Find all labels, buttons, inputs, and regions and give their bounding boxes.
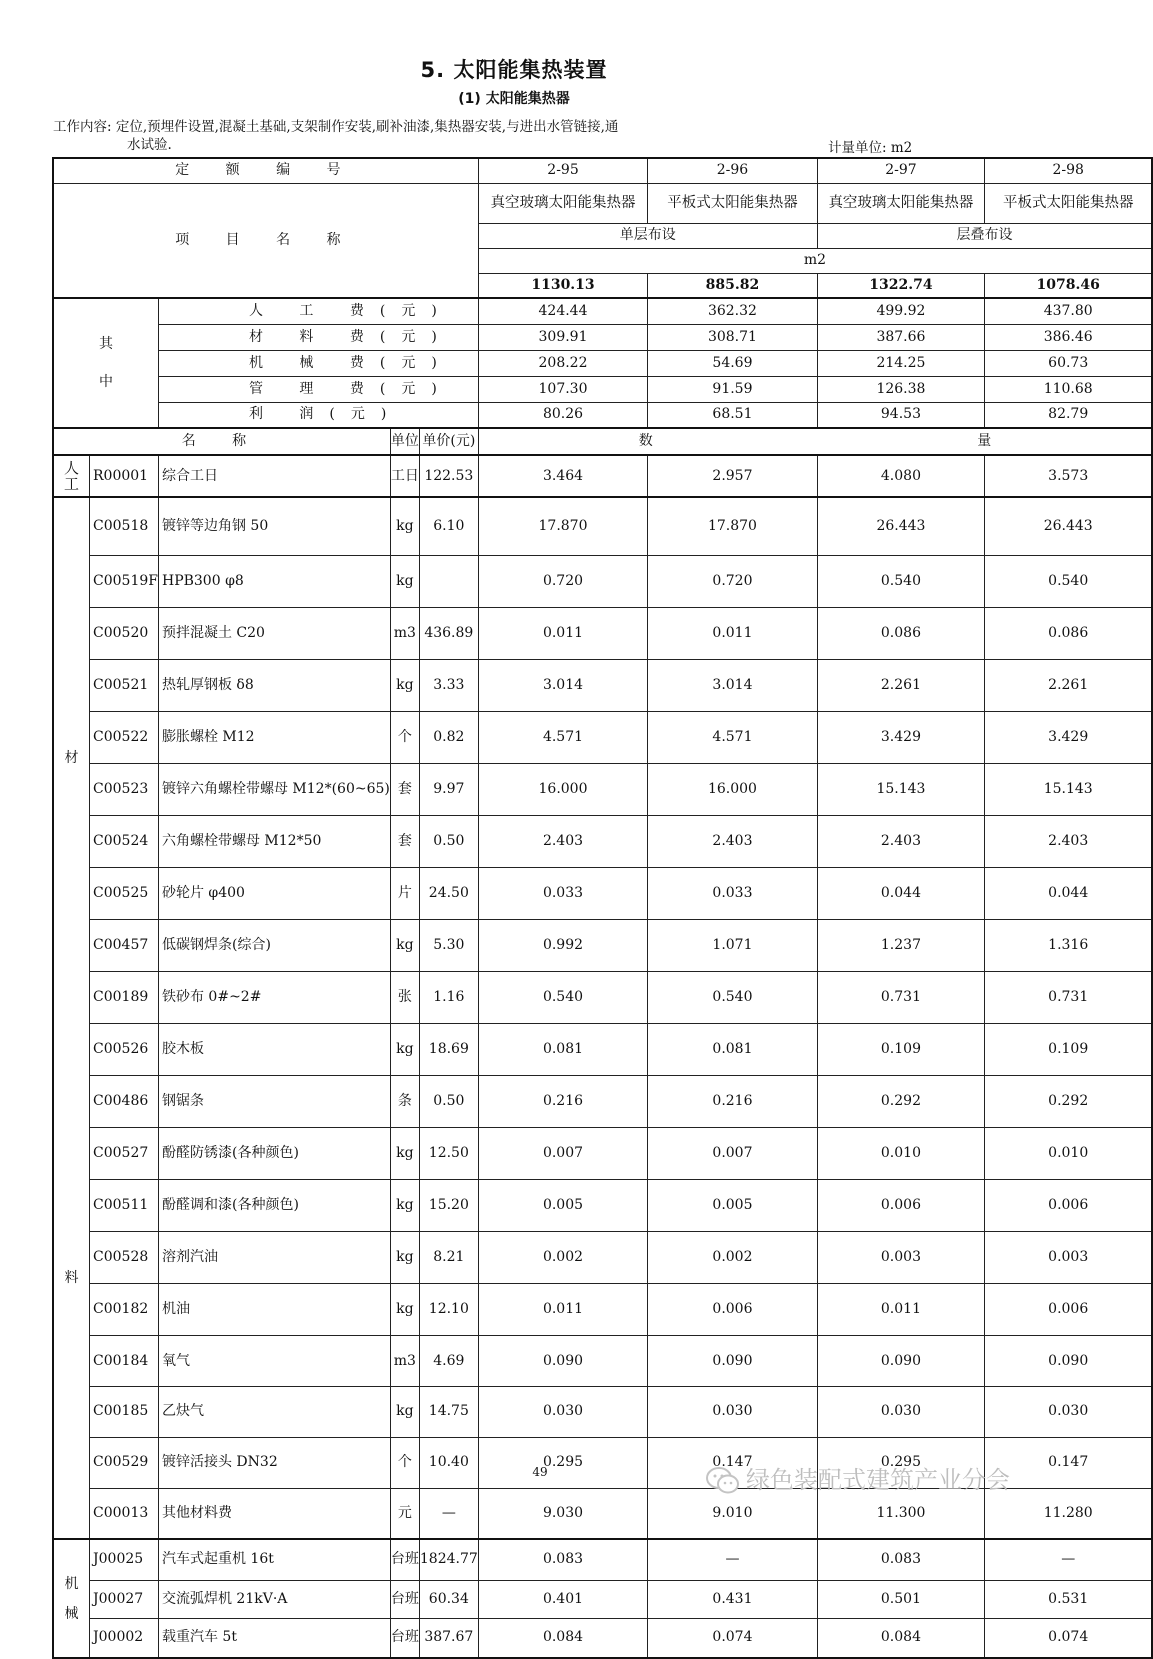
resource-name: 机油 bbox=[158, 1284, 390, 1336]
resource-name: 酚醛防锈漆(各种颜色) bbox=[158, 1128, 390, 1180]
resource-code: C00511 bbox=[90, 1180, 159, 1232]
cost-value: 386.46 bbox=[985, 324, 1153, 350]
resource-qty: 3.014 bbox=[648, 659, 817, 711]
quota-code: 2-97 bbox=[817, 158, 985, 183]
cost-value: 54.69 bbox=[648, 350, 817, 376]
resource-price: 18.69 bbox=[419, 1024, 478, 1076]
resource-code: C00185 bbox=[90, 1387, 159, 1438]
cost-value: 91.59 bbox=[648, 376, 817, 402]
resource-name: 热轧厚钢板 δ8 bbox=[158, 659, 390, 711]
table-row bbox=[53, 1618, 1152, 1658]
resource-unit: kg bbox=[390, 1387, 419, 1438]
resource-qty: 3.464 bbox=[478, 455, 647, 497]
resource-code: C00189 bbox=[90, 972, 159, 1024]
resource-name: 胶木板 bbox=[158, 1024, 390, 1076]
resource-qty: 16.000 bbox=[648, 764, 817, 816]
resource-qty: 9.030 bbox=[478, 1488, 647, 1539]
resource-qty: 0.011 bbox=[648, 607, 817, 659]
table-row bbox=[53, 816, 1152, 868]
resource-qty: 3.014 bbox=[478, 659, 647, 711]
resource-price: 1824.77 bbox=[419, 1539, 478, 1580]
cost-value: 362.32 bbox=[648, 298, 817, 324]
resource-qty: 0.083 bbox=[817, 1539, 985, 1580]
cost-value: 437.80 bbox=[985, 298, 1153, 324]
watermark bbox=[706, 1460, 1010, 1495]
base-price: 1130.13 bbox=[478, 273, 647, 298]
resource-qty: 0.007 bbox=[478, 1128, 647, 1180]
resource-name: 交流弧焊机 21kV·A bbox=[158, 1580, 390, 1618]
resource-name: 膨胀螺栓 M12 bbox=[158, 711, 390, 763]
col-name: 名 称 bbox=[53, 428, 390, 455]
resource-price: 12.10 bbox=[419, 1284, 478, 1336]
resource-name: 载重汽车 5t bbox=[158, 1618, 390, 1658]
resource-code: C00523 bbox=[90, 764, 159, 816]
resource-unit: kg bbox=[390, 659, 419, 711]
resource-qty: 0.010 bbox=[817, 1128, 985, 1180]
resource-qty: 0.030 bbox=[817, 1387, 985, 1438]
resource-qty: 0.531 bbox=[985, 1580, 1153, 1618]
resource-price: 0.82 bbox=[419, 711, 478, 763]
table-row bbox=[53, 920, 1152, 972]
resource-qty: 0.011 bbox=[478, 1284, 647, 1336]
cost-label: 利 润(元) bbox=[158, 402, 478, 428]
resource-price: 14.75 bbox=[419, 1387, 478, 1438]
resource-name: 六角螺栓带螺母 M12*50 bbox=[158, 816, 390, 868]
resource-unit: m3 bbox=[390, 607, 419, 659]
resource-qty: — bbox=[648, 1539, 817, 1580]
table-row bbox=[53, 1128, 1152, 1180]
resource-unit: kg bbox=[390, 1180, 419, 1232]
cost-value: 309.91 bbox=[478, 324, 647, 350]
wechat-icon bbox=[706, 1467, 740, 1495]
cost-value: 68.51 bbox=[648, 402, 817, 428]
resource-qty: 0.083 bbox=[478, 1539, 647, 1580]
resource-qty: 1.237 bbox=[817, 920, 985, 972]
resource-code: J00025 bbox=[90, 1539, 159, 1580]
resource-code: C00486 bbox=[90, 1076, 159, 1128]
resource-qty: 3.429 bbox=[817, 711, 985, 763]
table-row bbox=[53, 1387, 1152, 1438]
resource-qty: 0.540 bbox=[478, 972, 647, 1024]
watermark-text: 绿色装配式建筑产业分会 bbox=[746, 1466, 1010, 1494]
resource-qty: 0.007 bbox=[648, 1128, 817, 1180]
resource-name: 预拌混凝土 C20 bbox=[158, 607, 390, 659]
resource-qty: 0.090 bbox=[478, 1336, 647, 1387]
col-unit: 单位 bbox=[390, 428, 419, 455]
resource-qty: 26.443 bbox=[985, 497, 1153, 555]
resource-qty: 0.540 bbox=[985, 555, 1153, 607]
resource-name: 镀锌活接头 DN32 bbox=[158, 1437, 390, 1488]
resource-unit: 工日 bbox=[390, 455, 419, 497]
cost-group-char: 中 bbox=[98, 374, 113, 390]
material-label-char: 料 bbox=[64, 1270, 79, 1286]
resource-qty: 4.571 bbox=[648, 711, 817, 763]
cost-value: 126.38 bbox=[817, 376, 985, 402]
material-label bbox=[53, 497, 90, 1539]
resource-code: C00529 bbox=[90, 1437, 159, 1488]
resource-qty: 15.143 bbox=[817, 764, 985, 816]
resource-qty: 0.720 bbox=[478, 555, 647, 607]
resource-qty: 0.011 bbox=[478, 607, 647, 659]
resource-qty: 4.080 bbox=[817, 455, 985, 497]
resource-qty: 0.090 bbox=[817, 1336, 985, 1387]
resource-name: 酚醛调和漆(各种颜色) bbox=[158, 1180, 390, 1232]
material-label-char: 材 bbox=[64, 750, 79, 766]
resource-price: 12.50 bbox=[419, 1128, 478, 1180]
cost-value: 208.22 bbox=[478, 350, 647, 376]
resource-qty: 0.431 bbox=[648, 1580, 817, 1618]
resource-qty: 11.280 bbox=[985, 1488, 1153, 1539]
resource-qty: 0.081 bbox=[478, 1024, 647, 1076]
resource-qty: 0.401 bbox=[478, 1580, 647, 1618]
cost-value: 60.73 bbox=[985, 350, 1153, 376]
item-name: 真空玻璃太阳能集热器 bbox=[817, 183, 985, 223]
resource-qty: 9.010 bbox=[648, 1488, 817, 1539]
machine-label-char: 械 bbox=[64, 1605, 79, 1622]
table-row bbox=[53, 607, 1152, 659]
resource-code: C00524 bbox=[90, 816, 159, 868]
resource-price: 387.67 bbox=[419, 1618, 478, 1658]
resource-unit: m3 bbox=[390, 1336, 419, 1387]
resource-unit: 台班 bbox=[390, 1539, 419, 1580]
resource-qty: 0.044 bbox=[817, 868, 985, 920]
resource-price: — bbox=[419, 1488, 478, 1539]
cost-label: 人 工 费(元) bbox=[158, 298, 478, 324]
resource-qty: 3.429 bbox=[985, 711, 1153, 763]
cost-value: 499.92 bbox=[817, 298, 985, 324]
resource-price: 4.69 bbox=[419, 1336, 478, 1387]
resource-qty: 0.086 bbox=[817, 607, 985, 659]
cost-value: 387.66 bbox=[817, 324, 985, 350]
resource-qty: 0.147 bbox=[985, 1437, 1153, 1488]
table-row bbox=[53, 1024, 1152, 1076]
resource-qty: 0.295 bbox=[478, 1437, 647, 1488]
table-row bbox=[53, 1580, 1152, 1618]
work-content bbox=[53, 118, 773, 154]
resource-code: C00518 bbox=[90, 497, 159, 555]
resource-qty: 0.006 bbox=[648, 1284, 817, 1336]
cost-value: 82.79 bbox=[985, 402, 1153, 428]
base-price: 1322.74 bbox=[817, 273, 985, 298]
resource-qty: 15.143 bbox=[985, 764, 1153, 816]
table-row bbox=[53, 1284, 1152, 1336]
table-row bbox=[53, 1539, 1152, 1580]
resource-qty: 0.006 bbox=[985, 1180, 1153, 1232]
cost-value: 80.26 bbox=[478, 402, 647, 428]
resource-code: C00013 bbox=[90, 1488, 159, 1539]
quota-code: 2-95 bbox=[478, 158, 647, 183]
resource-unit: 台班 bbox=[390, 1618, 419, 1658]
cost-group-label bbox=[53, 298, 158, 428]
resource-qty: 16.000 bbox=[478, 764, 647, 816]
resource-qty: 11.300 bbox=[817, 1488, 985, 1539]
resource-name: 汽车式起重机 16t bbox=[158, 1539, 390, 1580]
resource-qty: 0.216 bbox=[478, 1076, 647, 1128]
resource-unit: kg bbox=[390, 1128, 419, 1180]
layout-stacked: 层叠布设 bbox=[817, 223, 1152, 248]
resource-name: 铁砂布 0#~2# bbox=[158, 972, 390, 1024]
resource-qty: 0.003 bbox=[985, 1232, 1153, 1284]
resource-qty: 0.044 bbox=[985, 868, 1153, 920]
resource-price: 8.21 bbox=[419, 1232, 478, 1284]
col-qty: 数 量 bbox=[478, 428, 1152, 455]
resource-qty: 0.011 bbox=[817, 1284, 985, 1336]
cost-value: 110.68 bbox=[985, 376, 1153, 402]
resource-price: 6.10 bbox=[419, 497, 478, 555]
resource-unit: kg bbox=[390, 555, 419, 607]
resource-name: 乙炔气 bbox=[158, 1387, 390, 1438]
resource-code: C00527 bbox=[90, 1128, 159, 1180]
resource-unit: 套 bbox=[390, 816, 419, 868]
table-row bbox=[53, 1336, 1152, 1387]
resource-qty: 0.295 bbox=[817, 1437, 985, 1488]
resource-qty: 0.033 bbox=[648, 868, 817, 920]
item-name: 平板式太阳能集热器 bbox=[985, 183, 1153, 223]
resource-qty: 0.002 bbox=[648, 1232, 817, 1284]
resource-qty: 0.030 bbox=[648, 1387, 817, 1438]
resource-price bbox=[419, 555, 478, 607]
resource-code: J00027 bbox=[90, 1580, 159, 1618]
quota-code: 2-98 bbox=[985, 158, 1153, 183]
resource-unit: 条 bbox=[390, 1076, 419, 1128]
resource-name: 综合工日 bbox=[158, 455, 390, 497]
resource-name: 氧气 bbox=[158, 1336, 390, 1387]
resource-qty: 0.147 bbox=[648, 1437, 817, 1488]
resource-name: 低碳钢焊条(综合) bbox=[158, 920, 390, 972]
resource-name: 镀锌六角螺栓带螺母 M12*(60~65) bbox=[158, 764, 390, 816]
base-price: 885.82 bbox=[648, 273, 817, 298]
col-price: 单价(元) bbox=[419, 428, 478, 455]
resource-qty: — bbox=[985, 1539, 1153, 1580]
resource-qty: 0.081 bbox=[648, 1024, 817, 1076]
resource-code: C00182 bbox=[90, 1284, 159, 1336]
work-content-line1: 工作内容: 定位,预埋件设置,混凝土基础,支架制作安装,刷补油漆,集热器安装,与进出水管链接,通 bbox=[53, 119, 619, 135]
table-row bbox=[53, 350, 1152, 376]
resource-price: 436.89 bbox=[419, 607, 478, 659]
resource-code: C00521 bbox=[90, 659, 159, 711]
resource-qty: 0.109 bbox=[817, 1024, 985, 1076]
resource-qty: 0.086 bbox=[985, 607, 1153, 659]
resource-qty: 0.540 bbox=[648, 972, 817, 1024]
resource-qty: 0.731 bbox=[817, 972, 985, 1024]
resource-qty: 2.403 bbox=[817, 816, 985, 868]
cost-label: 机 械 费(元) bbox=[158, 350, 478, 376]
table-row bbox=[53, 764, 1152, 816]
table-row bbox=[53, 324, 1152, 350]
measure-unit: 计量单位: m2 bbox=[828, 140, 913, 156]
resource-qty: 1.071 bbox=[648, 920, 817, 972]
resource-code: J00002 bbox=[90, 1618, 159, 1658]
resource-qty: 0.074 bbox=[985, 1618, 1153, 1658]
resource-unit: kg bbox=[390, 497, 419, 555]
resource-unit: 套 bbox=[390, 764, 419, 816]
resource-code: C00519F bbox=[90, 555, 159, 607]
resource-code: C00520 bbox=[90, 607, 159, 659]
table-row bbox=[53, 158, 1152, 183]
cost-label: 管 理 费(元) bbox=[158, 376, 478, 402]
resource-unit: kg bbox=[390, 1024, 419, 1076]
resource-qty: 17.870 bbox=[648, 497, 817, 555]
resource-qty: 1.316 bbox=[985, 920, 1153, 972]
cost-value: 94.53 bbox=[817, 402, 985, 428]
resource-qty: 0.005 bbox=[478, 1180, 647, 1232]
table-row bbox=[53, 711, 1152, 763]
resource-code: R00001 bbox=[90, 455, 159, 497]
resource-price: 60.34 bbox=[419, 1580, 478, 1618]
cost-group-char: 其 bbox=[98, 336, 113, 352]
resource-qty: 0.720 bbox=[648, 555, 817, 607]
table-row bbox=[53, 376, 1152, 402]
resource-qty: 17.870 bbox=[478, 497, 647, 555]
resource-qty: 0.731 bbox=[985, 972, 1153, 1024]
resource-qty: 0.003 bbox=[817, 1232, 985, 1284]
item-name: 平板式太阳能集热器 bbox=[648, 183, 817, 223]
resource-qty: 2.261 bbox=[985, 659, 1153, 711]
resource-name: 其他材料费 bbox=[158, 1488, 390, 1539]
table-row bbox=[53, 1232, 1152, 1284]
resource-qty: 0.002 bbox=[478, 1232, 647, 1284]
resource-qty: 0.540 bbox=[817, 555, 985, 607]
table-row bbox=[53, 1180, 1152, 1232]
machine-label-char: 机 bbox=[64, 1575, 79, 1592]
table-row bbox=[53, 402, 1152, 428]
cost-label: 材 料 费(元) bbox=[158, 324, 478, 350]
resource-unit: 片 bbox=[390, 868, 419, 920]
resource-qty: 26.443 bbox=[817, 497, 985, 555]
resource-qty: 0.292 bbox=[985, 1076, 1153, 1128]
cost-value: 308.71 bbox=[648, 324, 817, 350]
table-row bbox=[53, 868, 1152, 920]
cost-value: 214.25 bbox=[817, 350, 985, 376]
resource-price: 10.40 bbox=[419, 1437, 478, 1488]
resource-qty: 0.216 bbox=[648, 1076, 817, 1128]
layout-single: 单层布设 bbox=[478, 223, 817, 248]
resource-unit: 张 bbox=[390, 972, 419, 1024]
machine-label bbox=[53, 1539, 90, 1658]
cost-value: 107.30 bbox=[478, 376, 647, 402]
item-label: 项 目 名 称 bbox=[53, 183, 478, 298]
quota-table bbox=[52, 157, 1153, 1659]
resource-code: C00526 bbox=[90, 1024, 159, 1076]
resource-qty: 0.005 bbox=[648, 1180, 817, 1232]
resource-qty: 2.957 bbox=[648, 455, 817, 497]
resource-qty: 2.403 bbox=[985, 816, 1153, 868]
resource-qty: 0.084 bbox=[817, 1618, 985, 1658]
resource-price: 3.33 bbox=[419, 659, 478, 711]
work-content-line2: 水试验. bbox=[127, 137, 172, 153]
resource-qty: 3.573 bbox=[985, 455, 1153, 497]
table-row bbox=[53, 972, 1152, 1024]
resource-unit: kg bbox=[390, 920, 419, 972]
table-row bbox=[53, 183, 1152, 223]
resource-price: 0.50 bbox=[419, 816, 478, 868]
page-number: 49 bbox=[532, 1465, 548, 1479]
resource-code: C00457 bbox=[90, 920, 159, 972]
code-label: 定 额 编 号 bbox=[53, 158, 478, 183]
resource-unit: 元 bbox=[390, 1488, 419, 1539]
resource-price: 24.50 bbox=[419, 868, 478, 920]
resource-name: 镀锌等边角钢 50 bbox=[158, 497, 390, 555]
base-price: 1078.46 bbox=[985, 273, 1153, 298]
resource-qty: 0.033 bbox=[478, 868, 647, 920]
resource-price: 5.30 bbox=[419, 920, 478, 972]
resource-code: C00528 bbox=[90, 1232, 159, 1284]
resource-code: C00525 bbox=[90, 868, 159, 920]
resource-name: 砂轮片 φ400 bbox=[158, 868, 390, 920]
resource-price: 9.97 bbox=[419, 764, 478, 816]
table-row bbox=[53, 1488, 1152, 1539]
resource-qty: 0.501 bbox=[817, 1580, 985, 1618]
resource-price: 122.53 bbox=[419, 455, 478, 497]
resource-qty: 0.074 bbox=[648, 1618, 817, 1658]
section-subtitle: (1) 太阳能集热器 bbox=[458, 91, 570, 107]
resource-qty: 2.403 bbox=[478, 816, 647, 868]
resource-price: 1.16 bbox=[419, 972, 478, 1024]
table-row bbox=[53, 555, 1152, 607]
resource-qty: 0.006 bbox=[985, 1284, 1153, 1336]
table-row bbox=[53, 497, 1152, 555]
resource-qty: 4.571 bbox=[478, 711, 647, 763]
table-row bbox=[53, 1076, 1152, 1128]
item-name: 真空玻璃太阳能集热器 bbox=[478, 183, 647, 223]
labor-label: 人工 bbox=[53, 455, 90, 497]
page-title: 5. 太阳能集热装置 bbox=[420, 58, 608, 82]
resource-qty: 0.010 bbox=[985, 1128, 1153, 1180]
resource-qty: 0.992 bbox=[478, 920, 647, 972]
table-row bbox=[53, 659, 1152, 711]
resource-qty: 0.084 bbox=[478, 1618, 647, 1658]
quota-code: 2-96 bbox=[648, 158, 817, 183]
resource-unit: 个 bbox=[390, 1437, 419, 1488]
resource-qty: 0.030 bbox=[985, 1387, 1153, 1438]
resource-price: 15.20 bbox=[419, 1180, 478, 1232]
resource-name: 溶剂汽油 bbox=[158, 1232, 390, 1284]
resource-unit: 个 bbox=[390, 711, 419, 763]
resource-code: C00522 bbox=[90, 711, 159, 763]
resource-qty: 0.030 bbox=[478, 1387, 647, 1438]
resource-unit: kg bbox=[390, 1284, 419, 1336]
resource-qty: 2.261 bbox=[817, 659, 985, 711]
resource-qty: 0.109 bbox=[985, 1024, 1153, 1076]
cost-value: 424.44 bbox=[478, 298, 647, 324]
resource-price: 0.50 bbox=[419, 1076, 478, 1128]
resource-unit: kg bbox=[390, 1232, 419, 1284]
table-row bbox=[53, 428, 1152, 455]
resource-qty: 0.090 bbox=[985, 1336, 1153, 1387]
unit-cell: m2 bbox=[478, 248, 1152, 273]
table-row bbox=[53, 455, 1152, 497]
resource-unit: 台班 bbox=[390, 1580, 419, 1618]
resource-name: 钢锯条 bbox=[158, 1076, 390, 1128]
resource-qty: 0.006 bbox=[817, 1180, 985, 1232]
resource-qty: 2.403 bbox=[648, 816, 817, 868]
resource-name: HPB300 φ8 bbox=[158, 555, 390, 607]
table-row bbox=[53, 298, 1152, 324]
resource-qty: 0.292 bbox=[817, 1076, 985, 1128]
resource-qty: 0.090 bbox=[648, 1336, 817, 1387]
resource-code: C00184 bbox=[90, 1336, 159, 1387]
